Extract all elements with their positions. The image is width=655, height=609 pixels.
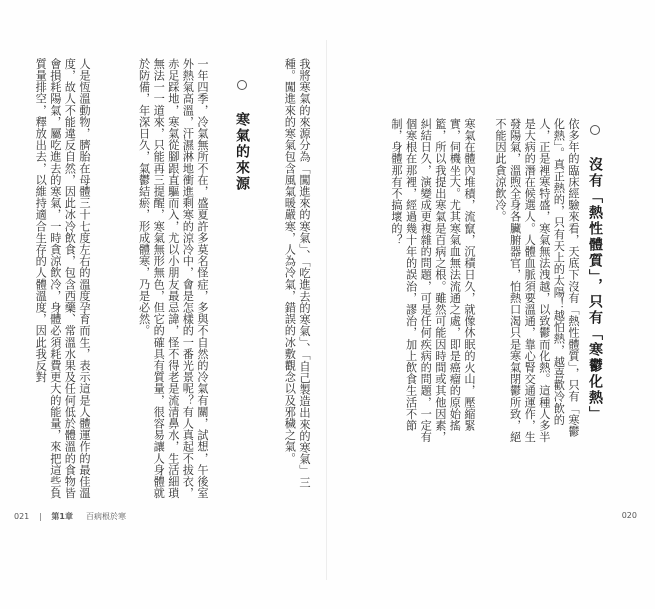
section-heading-left [232,80,252,192]
circle-bullet-icon [590,125,600,135]
right-page [327,0,655,609]
section-heading-right-text: 沒有「熱性體質」，只有「寒鬱化熱」 [587,157,603,422]
right-footer [622,511,637,520]
section-heading-left-text: 寒氣的來源 [234,112,250,192]
footer-divider [40,513,41,521]
left-footer [14,511,126,522]
left-page [0,0,327,609]
section-heading-right [585,125,605,422]
right-paragraph-1: 依多年的臨床經驗來看，天底下沒有「熱性體質」，只有「寒鬱化熱」。真正熱的，只有天上的太陽！越怕熱，越喜歡冷飲的人，正是裡寒特盛，寒氣無法洩越，以致鬱而化熱。這種人多半是大病的潛在候選人。人體血脈須要溫通，靠心腎交通運作，生發陽氣，溫煦全身各臟腑器官，怕熱口渴只是寒氣閉鬱所致，絕不能因此貪涼飲冷。 [494,118,580,443]
left-paragraph-3: 人是恆溫動物，臍胎在母體三十七度左右的溫度孕育而生，表示這是人體運作的最佳溫度，故人不能違反自然，因此冰冷飲食，包含西藥、常溫水果及任何低於體溫的食物皆會損耗陽氣，屬吃進去的寒氣，一時貪涼飲冷，身體必須耗費更大的能量，來把這些負質量排空，釋放出去，以維持適合生存的人體溫度，因此我反對 [34,58,91,499]
right-paragraph-2: 寒氣在體內堆積，流竄，沉積日久，就像休眠的火山，壓縮緊實，伺機坐大。尤其寒氣血無法流通之處，即是癌瘤的原始搖籃，所以我提出寒氣是百病之根。雖然可能因時間或其他因素，糾結日久，演變成更複雜的問題，可是任何疾病的問題，一定有個寒根在那裡，經過幾十年的誤治，謬治，加上飲食生活不節制，身體那有不搞壞的？ [390,118,476,443]
chapter-title: 百病根於寒 [86,512,127,521]
page-number-right: 020 [621,511,637,520]
page-number-left: 021 [14,512,30,521]
left-paragraph-2: 一年四季，冷氣無所不在，盛夏許多莫名怪症，多與不自然的冷氣有關，試想，午後室外熱氣高溫，汗濕淋地衝進剩寒的涼冷中，會是怎樣的一番光景呢？有人真起不拔衣，赤足踩地，寒氣從腳跟直驅而入，尤以小朋友最忌諱，怪不得老是流清鼻水，生活細瑣無法一一道來，只能再三提醒，寒氣無形無色，但它的確具有質量，很容易讓人身體就於防備，年深日久，氣鬱結瘀，形成體寒，乃是必然。 [137,58,209,499]
circle-bullet-icon [237,80,247,90]
left-paragraph-1: 我將寒氣的來源分為「闖進來的寒氣」、「吃進去的寒氣」、「自己製造出來的寒氣」三種。闖進來的寒氣包含風氣暖嚴寒，人為冷氣，錯誤的冰敷觀念以及邪穢之氣。 [283,58,311,488]
chapter-label: 第1章 [51,512,73,521]
